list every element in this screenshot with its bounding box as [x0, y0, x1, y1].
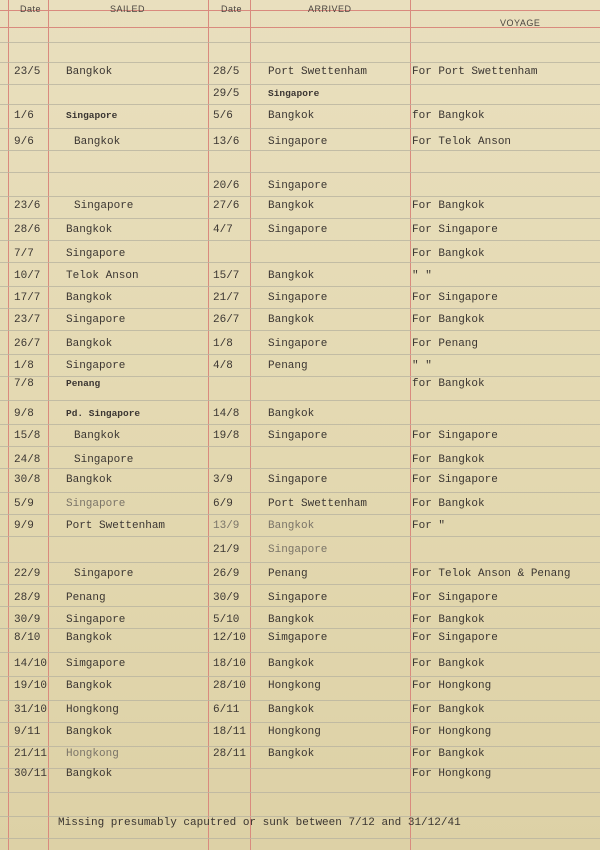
cell-arrived: Singapore: [268, 430, 328, 442]
rule-line: [0, 354, 600, 355]
cell-arrived: Penang: [268, 360, 308, 372]
rule-line: [0, 104, 600, 105]
rule-line: [0, 700, 600, 701]
cell-date: 19/10: [14, 680, 48, 692]
cell-voyage: For Bangkok: [412, 748, 485, 760]
rule-line: [0, 446, 600, 447]
cell-arrived: Singapore: [268, 474, 328, 486]
cell-sailed: Singapore: [74, 454, 134, 466]
cell-sailed: Pd. Singapore: [66, 408, 141, 419]
cell-date: 29/5: [213, 88, 240, 100]
rule-line: [0, 676, 600, 677]
cell-sailed: Bangkok: [66, 680, 113, 692]
cell-date: 30/9: [213, 592, 240, 604]
cell-arrived: Port Swettenham: [268, 66, 368, 78]
cell-arrived: Bangkok: [268, 110, 315, 122]
cell-voyage: For Telok Anson & Penang: [412, 568, 571, 580]
cell-sailed: Bangkok: [66, 292, 113, 304]
rule-line: [0, 308, 600, 309]
cell-sailed: Bangkok: [66, 768, 113, 780]
cell-sailed: Bangkok: [74, 430, 121, 442]
rule-line: [0, 240, 600, 241]
cell-sailed: Port Swettenham: [66, 520, 166, 532]
cell-voyage: For Hongkong: [412, 726, 492, 738]
cell-date: 9/9: [14, 520, 34, 532]
cell-voyage: For Bangkok: [412, 614, 485, 626]
rule-line: [0, 196, 600, 197]
cell-arrived: Singapore: [268, 592, 328, 604]
cell-voyage: " ": [412, 360, 432, 372]
cell-voyage: For Bangkok: [412, 200, 485, 212]
cell-date: 26/7: [213, 314, 240, 326]
cell-date: 23/5: [14, 66, 41, 78]
cell-date: 6/11: [213, 704, 240, 716]
rule-line: [0, 468, 600, 469]
cell-voyage: for Bangkok: [412, 110, 485, 122]
cell-date: 26/7: [14, 338, 41, 350]
cell-date: 21/9: [213, 544, 240, 556]
cell-date: 19/8: [213, 430, 240, 442]
cell-date: 30/9: [14, 614, 41, 626]
cell-sailed: Hongkong: [66, 748, 119, 760]
cell-date: 28/5: [213, 66, 240, 78]
cell-arrived: Penang: [268, 568, 308, 580]
rule-line: [0, 606, 600, 607]
cell-sailed: Bangkok: [66, 474, 113, 486]
cell-voyage: For Bangkok: [412, 454, 485, 466]
cell-date: 23/7: [14, 314, 41, 326]
cell-arrived: Bangkok: [268, 270, 315, 282]
cell-voyage: For Singapore: [412, 474, 498, 486]
cell-date: 31/10: [14, 704, 48, 716]
cell-arrived: Bangkok: [268, 520, 315, 532]
rule-line: [0, 838, 600, 839]
cell-arrived: Bangkok: [268, 200, 315, 212]
cell-voyage: For Penang: [412, 338, 479, 350]
cell-date: 28/11: [213, 748, 247, 760]
rule-line: [0, 536, 600, 537]
rule-line: [0, 376, 600, 377]
rule-line: [0, 330, 600, 331]
cell-voyage: For Bangkok: [412, 704, 485, 716]
cell-sailed: Singapore: [74, 200, 134, 212]
rule-line: [0, 792, 600, 793]
cell-arrived: Bangkok: [268, 408, 315, 420]
rule-line: [0, 400, 600, 401]
cell-voyage: For Singapore: [412, 292, 498, 304]
cell-date: 4/8: [213, 360, 233, 372]
cell-date: 20/6: [213, 180, 240, 192]
cell-date: 1/8: [14, 360, 34, 372]
cell-voyage: For Hongkong: [412, 680, 492, 692]
cell-sailed: Singapore: [66, 498, 126, 510]
cell-date: 7/7: [14, 248, 34, 260]
cell-arrived: Singapore: [268, 338, 328, 350]
cell-date: 30/11: [14, 768, 48, 780]
rule-line: [0, 42, 600, 43]
cell-sailed: Singapore: [66, 360, 126, 372]
rule-line: [0, 150, 600, 151]
cell-sailed: Bangkok: [74, 136, 121, 148]
cell-voyage: For Bangkok: [412, 658, 485, 670]
cell-date: 5/10: [213, 614, 240, 626]
cell-date: 18/10: [213, 658, 247, 670]
cell-voyage: For Singapore: [412, 430, 498, 442]
header-date-sailed: Date: [20, 4, 42, 14]
cell-arrived: Singapore: [268, 180, 328, 192]
rule-line: [0, 84, 600, 85]
rule-line: [0, 746, 600, 747]
cell-sailed: Singapore: [66, 110, 118, 121]
cell-date: 28/6: [14, 224, 41, 236]
cell-sailed: Singapore: [74, 568, 134, 580]
cell-voyage: For Singapore: [412, 224, 498, 236]
rule-line: [0, 562, 600, 563]
cell-sailed: Telok Anson: [66, 270, 139, 282]
cell-date: 27/6: [213, 200, 240, 212]
cell-sailed: Penang: [66, 378, 101, 389]
cell-sailed: Singapore: [66, 614, 126, 626]
cell-date: 15/8: [14, 430, 41, 442]
cell-arrived: Singapore: [268, 88, 320, 99]
rule-line: [0, 492, 600, 493]
cell-arrived: Singapore: [268, 292, 328, 304]
header-date-arrived: Date: [221, 4, 243, 14]
cell-arrived: Bangkok: [268, 658, 315, 670]
cell-date: 7/8: [14, 378, 34, 390]
header-voyage: VOYAGE: [500, 18, 541, 28]
cell-sailed: Bangkok: [66, 224, 113, 236]
cell-arrived: Hongkong: [268, 680, 321, 692]
cell-date: 1/8: [213, 338, 233, 350]
cell-date: 5/6: [213, 110, 233, 122]
cell-arrived: Simgapore: [268, 632, 328, 644]
cell-voyage: For Telok Anson: [412, 136, 512, 148]
cell-date: 18/11: [213, 726, 247, 738]
rule-line: [0, 514, 600, 515]
rule-line: [0, 218, 600, 219]
cell-arrived: Hongkong: [268, 726, 321, 738]
cell-sailed: Penang: [66, 592, 106, 604]
cell-date: 15/7: [213, 270, 240, 282]
cell-arrived: Bangkok: [268, 704, 315, 716]
cell-voyage: for Bangkok: [412, 378, 485, 390]
cell-voyage: For Singapore: [412, 632, 498, 644]
cell-date: 14/8: [213, 408, 240, 420]
cell-date: 3/9: [213, 474, 233, 486]
cell-voyage: For Bangkok: [412, 314, 485, 326]
cell-arrived: Bangkok: [268, 614, 315, 626]
cell-date: 14/10: [14, 658, 48, 670]
cell-date: 22/9: [14, 568, 41, 580]
cell-arrived: Singapore: [268, 136, 328, 148]
rule-line: [0, 172, 600, 173]
cell-date: 28/10: [213, 680, 247, 692]
rule-line: [0, 286, 600, 287]
cell-date: 23/6: [14, 200, 41, 212]
cell-date: 30/8: [14, 474, 41, 486]
cell-date: 8/10: [14, 632, 41, 644]
rule-line: [0, 262, 600, 263]
cell-date: 13/9: [213, 520, 240, 532]
cell-arrived: Bangkok: [268, 748, 315, 760]
cell-date: 4/7: [213, 224, 233, 236]
rule-line: [0, 628, 600, 629]
cell-sailed: Simgapore: [66, 658, 126, 670]
cell-date: 21/11: [14, 748, 48, 760]
cell-date: 13/6: [213, 136, 240, 148]
cell-voyage: For ": [412, 520, 446, 532]
cell-voyage: For Bangkok: [412, 498, 485, 510]
cell-voyage: For Bangkok: [412, 248, 485, 260]
rule-line: [0, 424, 600, 425]
cell-date: 10/7: [14, 270, 41, 282]
cell-date: 6/9: [213, 498, 233, 510]
cell-date: 24/8: [14, 454, 41, 466]
cell-arrived: Singapore: [268, 224, 328, 236]
rule-line: [0, 128, 600, 129]
cell-voyage: For Singapore: [412, 592, 498, 604]
cell-date: 17/7: [14, 292, 41, 304]
cell-date: 1/6: [14, 110, 34, 122]
cell-arrived: Singapore: [268, 544, 328, 556]
rule-line: [0, 62, 600, 63]
cell-sailed: Bangkok: [66, 726, 113, 738]
cell-date: 26/9: [213, 568, 240, 580]
cell-sailed: Bangkok: [66, 66, 113, 78]
cell-sailed: Singapore: [66, 248, 126, 260]
cell-sailed: Bangkok: [66, 338, 113, 350]
cell-date: 9/8: [14, 408, 34, 420]
rule-line: [0, 722, 600, 723]
cell-date: 28/9: [14, 592, 41, 604]
rule-line: [0, 652, 600, 653]
cell-voyage: For Port Swettenham: [412, 66, 538, 78]
cell-arrived: Port Swettenham: [268, 498, 368, 510]
cell-sailed: Bangkok: [66, 632, 113, 644]
cell-arrived: Bangkok: [268, 314, 315, 326]
cell-date: 12/10: [213, 632, 247, 644]
footnote: Missing presumably caputred or sunk between 7/12 and 31/12/41: [58, 817, 461, 829]
cell-date: 21/7: [213, 292, 240, 304]
cell-date: 9/11: [14, 726, 41, 738]
cell-date: 9/6: [14, 136, 34, 148]
cell-voyage: For Hongkong: [412, 768, 492, 780]
header-arrived: ARRIVED: [308, 4, 352, 14]
rule-line: [0, 584, 600, 585]
cell-sailed: Singapore: [66, 314, 126, 326]
cell-date: 5/9: [14, 498, 34, 510]
cell-voyage: " ": [412, 270, 432, 282]
header-sailed: SAILED: [110, 4, 146, 14]
cell-sailed: Hongkong: [66, 704, 119, 716]
